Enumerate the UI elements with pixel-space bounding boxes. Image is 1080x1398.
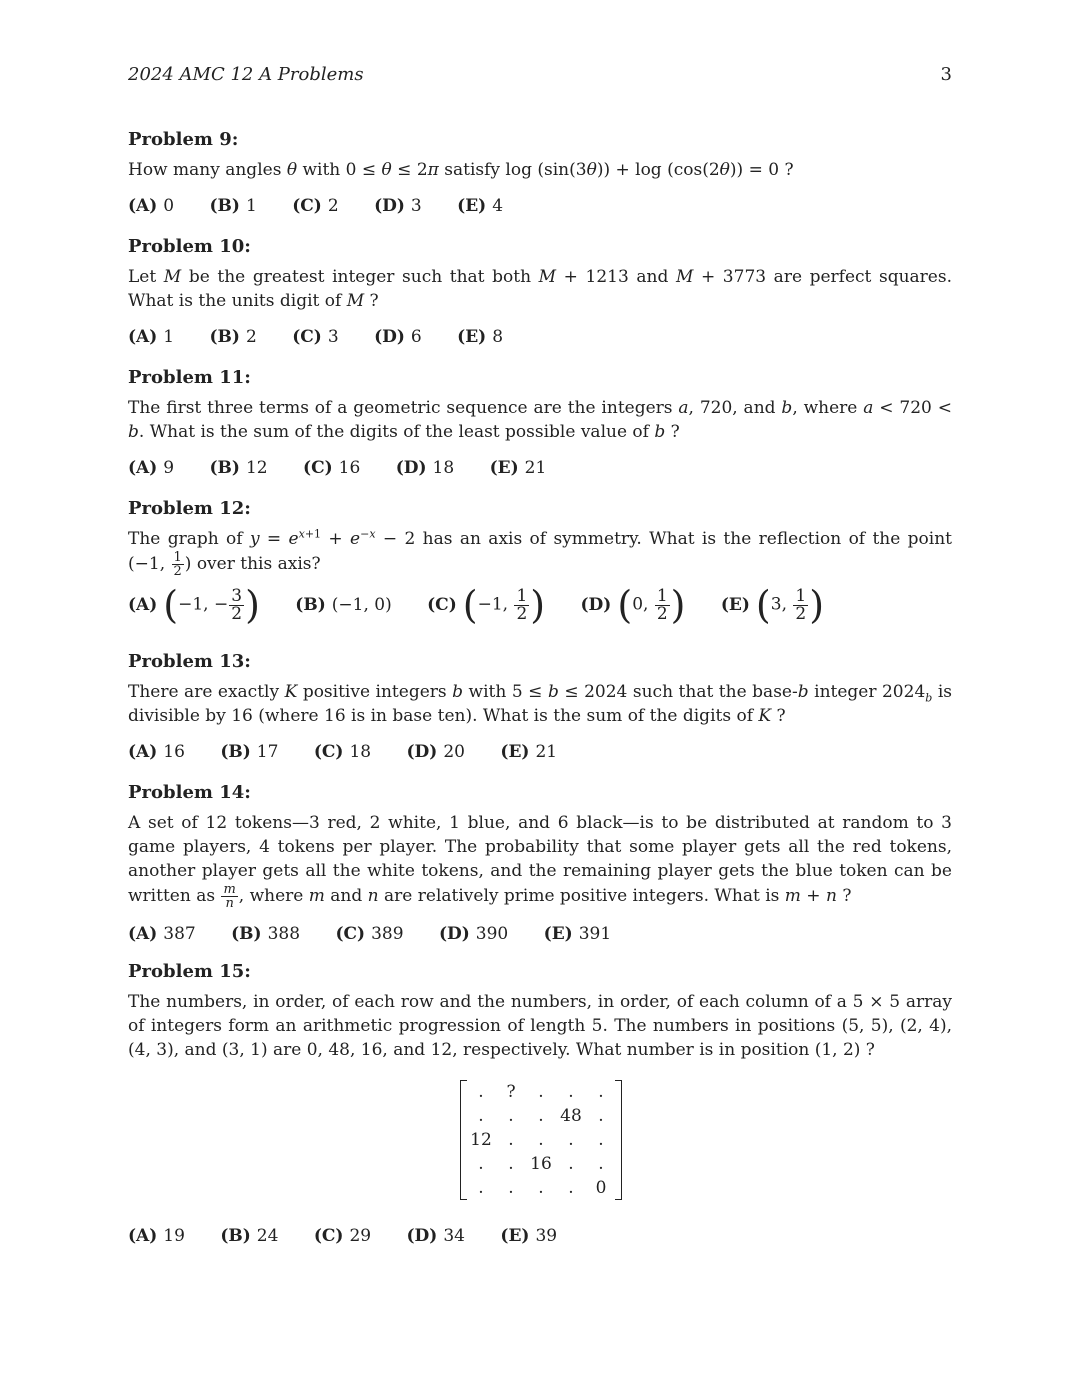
answer-choices: [128, 1222, 952, 1250]
matrix-right-bracket: [615, 1080, 622, 1200]
choice-e: (E) 4: [457, 196, 504, 216]
problem-text: The numbers, in order, of each row and the numbers, in order, of each column of a 5 × 5 array of integers form an arithmetic progression of length 5. The numbers in positions (5, 5), (2, 4), (4, 3), and (3, 1) are 0, 48, 16, and 12, respectively. What number is in position (1, 2) ?: [128, 992, 952, 1060]
choice-b: (B) 12: [209, 458, 268, 478]
matrix-grid: [466, 1080, 616, 1200]
matrix-cell: .: [478, 1178, 484, 1198]
matrix-cell: .: [538, 1178, 544, 1198]
choice-a: (A) 9: [128, 458, 175, 478]
matrix-cell: 12: [470, 1130, 492, 1150]
problem-text: A set of 12 tokens—3 red, 2 white, 1 blue, and 6 black—is to be distributed at random to 3 game players, 4 tokens per player. The probability that some player gets all the red tokens, another player gets all the white tokens, and the remaining player gets the blue token can be written as $\frac{m}{n}$ , where m and n are relatively prime positive integers. What is m + n ?: [128, 813, 952, 911]
problem-title: Problem 11:: [128, 367, 251, 388]
choice-c: (C) 389: [335, 924, 404, 944]
matrix-cell: .: [508, 1178, 514, 1198]
problem-13: [128, 650, 952, 766]
choice-c: (C) 3: [292, 327, 339, 347]
matrix-cell: .: [478, 1082, 484, 1102]
matrix-cell: .: [598, 1130, 604, 1150]
choice-c: (C) 29: [313, 1226, 372, 1246]
problem-title: Problem 13:: [128, 651, 251, 672]
choice-a: (A) 16: [128, 742, 185, 762]
choice-a: (A) (−1, − $\frac{3}{2}$ ): [128, 583, 260, 627]
matrix-cell: .: [538, 1130, 544, 1150]
problem-text: The graph of $y = e^{x+1} + e^{-x} - 2$ has an axis of symmetry. What is the reflection of the point (−1, $\frac{1}{2}$ ) over this axis?: [128, 527, 952, 579]
matrix-cell: .: [598, 1082, 604, 1102]
problem-title: Problem 12:: [128, 498, 251, 519]
choice-b: (B) 2: [209, 327, 257, 347]
matrix-cell: .: [568, 1130, 574, 1150]
choice-e: (E) 39: [500, 1226, 558, 1246]
problem-text: How many angles θ with 0 ≤ θ ≤ 2π satisfy log (sin(3θ)) + log (cos(2θ)) = 0 ?: [128, 160, 794, 180]
matrix-cell: .: [478, 1106, 484, 1126]
choice-e: (E) (3, $\frac{1}{2}$ ): [720, 583, 825, 627]
answer-choices: [128, 583, 952, 627]
choice-c: (C) 18: [313, 742, 372, 762]
problem-9: [128, 128, 952, 220]
answer-choices: [128, 454, 952, 482]
problem-14: [128, 781, 952, 948]
choice-b: (B) 1: [209, 196, 257, 216]
problem-10: [128, 235, 952, 351]
matrix-cell: 16: [530, 1154, 552, 1174]
matrix-cell: .: [508, 1106, 514, 1126]
choice-b: (B) (−1, 0): [295, 594, 392, 615]
choice-d: (D) 6: [374, 327, 422, 347]
answer-choices: [128, 738, 952, 766]
problem-title: Problem 14:: [128, 782, 251, 803]
choice-d: (D) 18: [395, 458, 455, 478]
choice-d: (D) 3: [374, 196, 422, 216]
choice-d: (D) 34: [406, 1226, 465, 1246]
problem-title: Problem 9:: [128, 129, 239, 150]
choice-b: (B) 17: [220, 742, 279, 762]
choice-c: (C) 16: [303, 458, 361, 478]
matrix-cell: 48: [560, 1106, 582, 1126]
answer-choices: [128, 920, 952, 948]
problem-text: Let M be the greatest integer such that both M + 1213 and M + 3773 are perfect squares. What is the units digit of M ?: [128, 267, 952, 311]
answer-choices: [128, 323, 952, 351]
matrix-cell: .: [568, 1082, 574, 1102]
choice-e: (E) 8: [457, 327, 504, 347]
choice-e: (E) 21: [489, 458, 547, 478]
choice-d: (D) 390: [438, 924, 509, 944]
problem-title: Problem 15:: [128, 961, 251, 982]
choice-a: (A) 387: [128, 924, 196, 944]
answer-choices: [128, 192, 952, 220]
choice-b: (B) 24: [220, 1226, 279, 1246]
matrix-cell: 0: [595, 1178, 607, 1198]
problem-15-choices: [128, 1222, 952, 1250]
matrix-cell: .: [568, 1154, 574, 1174]
matrix-cell: .: [598, 1106, 604, 1126]
matrix-cell: .: [568, 1178, 574, 1198]
choice-b: (B) 388: [231, 924, 301, 944]
running-head: 2024 AMC 12 A Problems: [128, 64, 364, 85]
matrix-cell: .: [538, 1082, 544, 1102]
problem-12: [128, 497, 952, 627]
problem-text: The first three terms of a geometric sequence are the integers a, 720, and b, where a < 720 < b. What is the sum of the digits of the least possible value of b ?: [128, 398, 952, 442]
problem-11: [128, 366, 952, 482]
choice-a: (A) 0: [128, 196, 175, 216]
matrix-cell: .: [478, 1154, 484, 1174]
choice-e: (E) 21: [500, 742, 558, 762]
matrix: [460, 1080, 622, 1200]
choice-a: (A) 19: [128, 1226, 185, 1246]
page-number: 3: [940, 64, 952, 85]
matrix-cell: .: [598, 1154, 604, 1174]
matrix-cell: .: [538, 1106, 544, 1126]
choice-c: (C) (−1, $\frac{1}{2}$ ): [427, 583, 546, 627]
choice-e: (E) 391: [543, 924, 612, 944]
problem-title: Problem 10:: [128, 236, 251, 257]
choice-a: (A) 1: [128, 327, 175, 347]
matrix-cell: .: [508, 1154, 514, 1174]
problem-15: [128, 960, 952, 1062]
matrix-cell: .: [508, 1130, 514, 1150]
problem-text: There are exactly K positive integers b with 5 ≤ b ≤ 2024 such that the base-b integer $2024_b$ is divisible by 16 (where 16 is in base ten). What is the sum of the digits of K ?: [128, 682, 952, 726]
matrix-cell: ?: [506, 1082, 516, 1102]
choice-d: (D) (0, $\frac{1}{2}$ ): [580, 583, 686, 627]
choice-c: (C) 2: [292, 196, 339, 216]
choice-d: (D) 20: [406, 742, 465, 762]
